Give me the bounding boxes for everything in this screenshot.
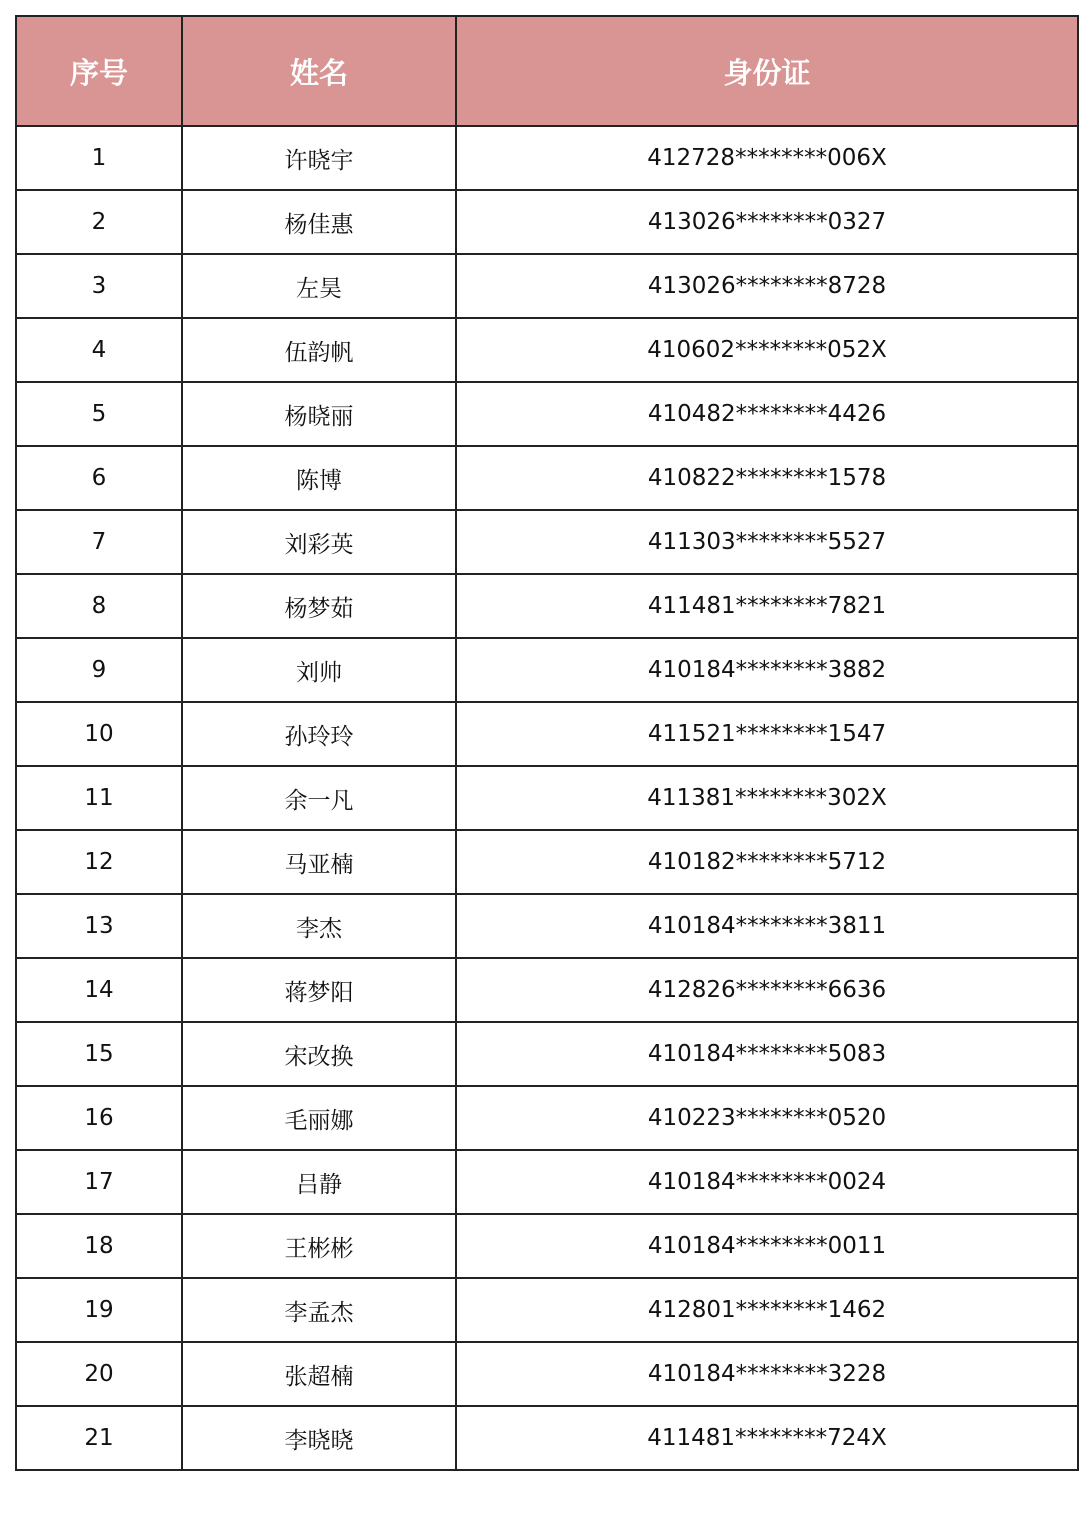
cell-serial-number: 17 <box>16 1150 182 1214</box>
cell-id-card: 413026********8728 <box>456 254 1078 318</box>
cell-id-card: 411303********5527 <box>456 510 1078 574</box>
table-row <box>16 446 1078 510</box>
table-row <box>16 1278 1078 1342</box>
table-body <box>16 126 1078 1470</box>
table-row <box>16 702 1078 766</box>
cell-serial-number: 20 <box>16 1342 182 1406</box>
cell-name: 宋改换 <box>182 1022 456 1086</box>
cell-serial-number: 6 <box>16 446 182 510</box>
cell-name: 孙玲玲 <box>182 702 456 766</box>
table-row <box>16 190 1078 254</box>
table-row <box>16 126 1078 190</box>
cell-serial-number: 9 <box>16 638 182 702</box>
cell-id-card: 410223********0520 <box>456 1086 1078 1150</box>
table-row <box>16 318 1078 382</box>
table-row <box>16 254 1078 318</box>
table-row <box>16 382 1078 446</box>
table-row <box>16 1214 1078 1278</box>
cell-serial-number: 11 <box>16 766 182 830</box>
cell-name: 余一凡 <box>182 766 456 830</box>
cell-id-card: 411381********302X <box>456 766 1078 830</box>
cell-name: 杨晓丽 <box>182 382 456 446</box>
cell-name: 李杰 <box>182 894 456 958</box>
cell-serial-number: 10 <box>16 702 182 766</box>
cell-name: 刘彩英 <box>182 510 456 574</box>
cell-name: 吕静 <box>182 1150 456 1214</box>
cell-id-card: 410822********1578 <box>456 446 1078 510</box>
cell-serial-number: 8 <box>16 574 182 638</box>
cell-id-card: 412801********1462 <box>456 1278 1078 1342</box>
cell-id-card: 410184********3882 <box>456 638 1078 702</box>
cell-serial-number: 14 <box>16 958 182 1022</box>
cell-id-card: 413026********0327 <box>456 190 1078 254</box>
table-row <box>16 1406 1078 1470</box>
cell-id-card: 410602********052X <box>456 318 1078 382</box>
header-id-card: 身份证 <box>456 16 1078 126</box>
cell-name: 王彬彬 <box>182 1214 456 1278</box>
table-row <box>16 1086 1078 1150</box>
cell-id-card: 410482********4426 <box>456 382 1078 446</box>
header-serial-number: 序号 <box>16 16 182 126</box>
cell-serial-number: 5 <box>16 382 182 446</box>
header-row <box>16 16 1078 126</box>
header-name: 姓名 <box>182 16 456 126</box>
cell-serial-number: 7 <box>16 510 182 574</box>
cell-name: 杨梦茹 <box>182 574 456 638</box>
table-row <box>16 1022 1078 1086</box>
cell-id-card: 411521********1547 <box>456 702 1078 766</box>
cell-name: 张超楠 <box>182 1342 456 1406</box>
cell-id-card: 410184********0024 <box>456 1150 1078 1214</box>
table-header <box>16 16 1078 126</box>
cell-id-card: 410184********0011 <box>456 1214 1078 1278</box>
cell-serial-number: 19 <box>16 1278 182 1342</box>
table-row <box>16 1342 1078 1406</box>
cell-name: 杨佳惠 <box>182 190 456 254</box>
cell-serial-number: 4 <box>16 318 182 382</box>
cell-name: 伍韵帆 <box>182 318 456 382</box>
cell-serial-number: 3 <box>16 254 182 318</box>
table-row <box>16 1150 1078 1214</box>
cell-serial-number: 2 <box>16 190 182 254</box>
cell-id-card: 410184********3811 <box>456 894 1078 958</box>
cell-serial-number: 21 <box>16 1406 182 1470</box>
cell-serial-number: 18 <box>16 1214 182 1278</box>
cell-serial-number: 16 <box>16 1086 182 1150</box>
cell-name: 毛丽娜 <box>182 1086 456 1150</box>
cell-serial-number: 1 <box>16 126 182 190</box>
cell-name: 许晓宇 <box>182 126 456 190</box>
table-row <box>16 638 1078 702</box>
cell-serial-number: 12 <box>16 830 182 894</box>
table-row <box>16 510 1078 574</box>
cell-id-card: 411481********724X <box>456 1406 1078 1470</box>
cell-name: 刘帅 <box>182 638 456 702</box>
cell-id-card: 410182********5712 <box>456 830 1078 894</box>
cell-id-card: 411481********7821 <box>456 574 1078 638</box>
table-row <box>16 830 1078 894</box>
cell-name: 蒋梦阳 <box>182 958 456 1022</box>
cell-name: 左昊 <box>182 254 456 318</box>
cell-name: 李晓晓 <box>182 1406 456 1470</box>
cell-id-card: 412728********006X <box>456 126 1078 190</box>
table-row <box>16 958 1078 1022</box>
roster-table <box>15 15 1079 1471</box>
cell-serial-number: 15 <box>16 1022 182 1086</box>
cell-id-card: 410184********3228 <box>456 1342 1078 1406</box>
cell-name: 马亚楠 <box>182 830 456 894</box>
table-row <box>16 766 1078 830</box>
table-row <box>16 894 1078 958</box>
cell-id-card: 412826********6636 <box>456 958 1078 1022</box>
cell-name: 陈博 <box>182 446 456 510</box>
cell-id-card: 410184********5083 <box>456 1022 1078 1086</box>
cell-serial-number: 13 <box>16 894 182 958</box>
cell-name: 李孟杰 <box>182 1278 456 1342</box>
table-row <box>16 574 1078 638</box>
